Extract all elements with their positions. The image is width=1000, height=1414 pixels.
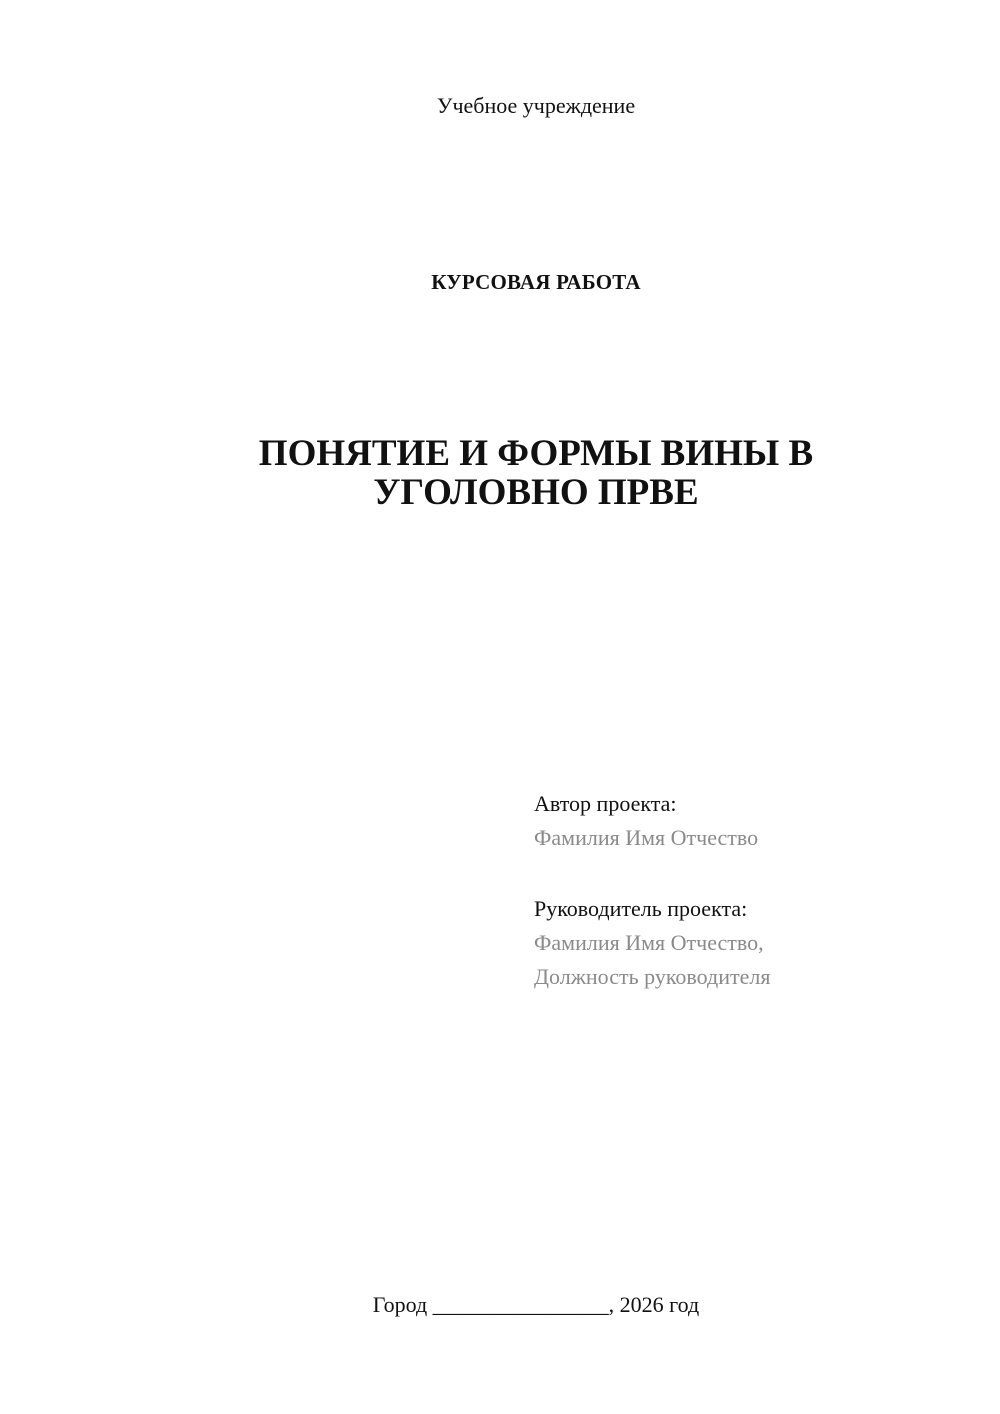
supervisor-name: Фамилия Имя Отчество, [534, 930, 764, 955]
author-name: Фамилия Имя Отчество [534, 825, 759, 850]
document-title-line-2: УГОЛОВНО ПРВЕ [373, 472, 699, 513]
supervisor-block [534, 892, 954, 994]
institution-name: Учебное учреждение [436, 93, 636, 118]
author-block [534, 787, 954, 855]
work-type-heading: КУРСОВАЯ РАБОТА [431, 270, 641, 294]
supervisor-label: Руководитель проекта: [534, 896, 748, 921]
document-title [186, 434, 886, 512]
author-label: Автор проекта: [534, 791, 677, 816]
city-year-line: Город ________________, 2026 год [372, 1292, 700, 1317]
document-title-line-1: ПОНЯТИЕ И ФОРМЫ ВИНЫ В [258, 433, 814, 474]
supervisor-position: Должность руководителя [534, 964, 771, 989]
